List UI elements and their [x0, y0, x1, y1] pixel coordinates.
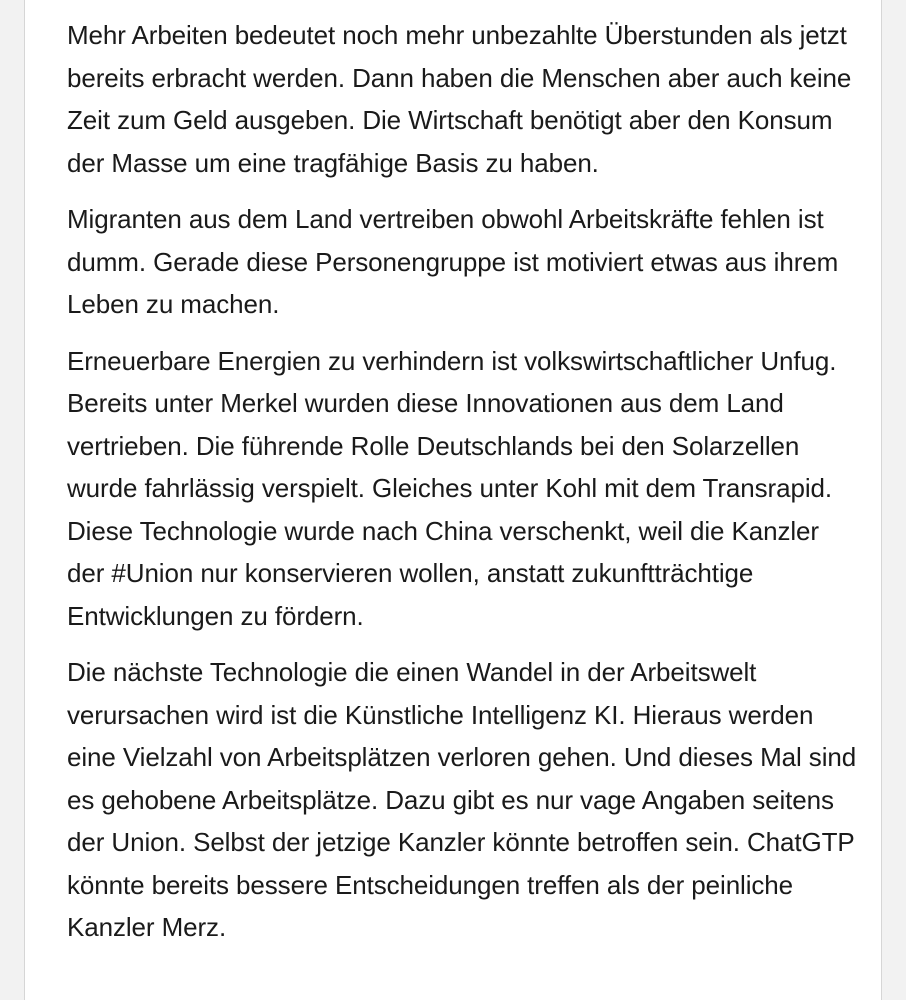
- post-paragraph: Erneuerbare Energien zu verhindern ist volkswirtschaftlicher Unfug. Bereits unter Merkel wurden diese Innovationen aus dem Land vertrieben. Die führende Rolle Deutschlands bei den Solarzellen wurde fahrlässig verspielt. Gleiches unter Kohl mit dem Transrapid. Diese Technologie wurde nach China verschenkt, weil die Kanzler der #Union nur konservieren wollen, anstatt zukunftträchtige Entwicklungen zu fördern.: [67, 345, 837, 631]
- post-paragraph: Migranten aus dem Land vertreiben obwohl Arbeitskräfte fehlen ist dumm. Gerade diese Personengruppe ist motiviert etwas aus ihrem Leben zu machen.: [67, 204, 839, 319]
- post-paragraph: Die nächste Technologie die einen Wandel in der Arbeitswelt verursachen wird ist die Künstliche Intelligenz KI. Hieraus werden eine Vielzahl von Arbeitsplätzen verloren gehen. Und dieses Mal sind es gehobene Arbeitsplätze. Dazu gibt es nur vage Angaben seitens der Union. Selbst der jetzige Kanzler könnte betroffen sein. ChatGTP könnte bereits bessere Entscheidungen treffen als der peinliche Kanzler Merz.: [67, 657, 857, 942]
- post-card: [24, 0, 882, 1000]
- post-paragraph: Mehr Arbeiten bedeutet noch mehr unbezahlte Überstunden als jetzt bereits erbracht werden. Dann haben die Menschen aber auch keine Zeit zum Geld ausgeben. Die Wirtschaft benötigt aber den Konsum der Masse um eine tragfähige Basis zu haben.: [67, 20, 852, 178]
- post-body[interactable]: [67, 14, 857, 963]
